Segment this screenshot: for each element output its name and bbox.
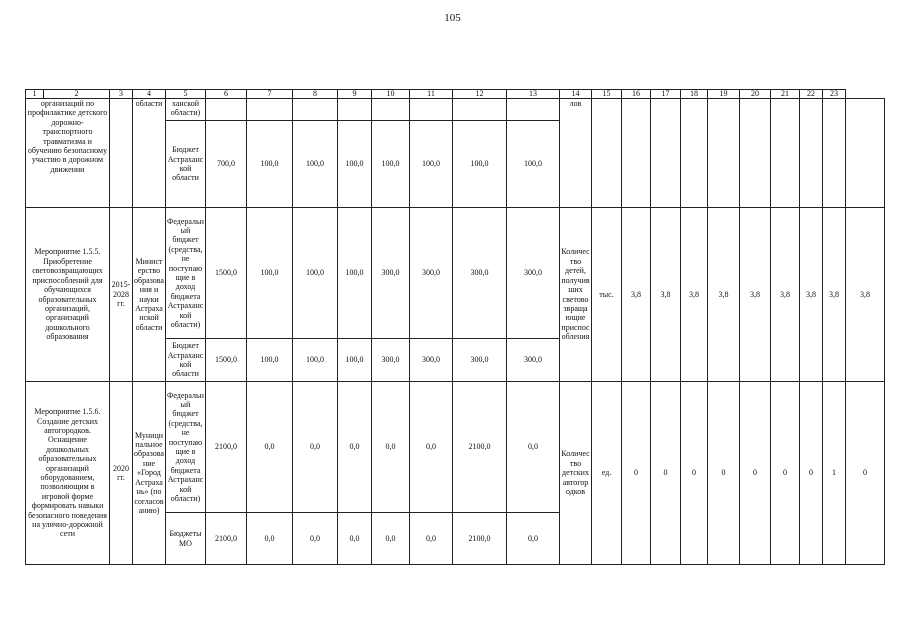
header-cell: 18 (681, 90, 708, 99)
value-cell: 2100,0 (453, 513, 507, 565)
target-cell: 3,8 (681, 208, 708, 382)
unit-cell: ед. (592, 382, 622, 565)
table-row (26, 99, 885, 121)
target-cell (651, 99, 681, 208)
target-cell: 0 (800, 382, 823, 565)
target-cell: 3,8 (740, 208, 771, 382)
target-cell (846, 99, 885, 208)
period-cell (110, 99, 133, 208)
target-cell (771, 99, 800, 208)
target-cell (708, 99, 740, 208)
target-cell: 0 (681, 382, 708, 565)
header-cell: 17 (651, 90, 681, 99)
header-cell: 1 (26, 90, 44, 99)
target-cell: 3,8 (771, 208, 800, 382)
value-cell: 0,0 (338, 382, 372, 513)
value-cell: 300,0 (372, 208, 410, 339)
program-table (25, 89, 885, 565)
value-cell: 300,0 (453, 339, 507, 382)
value-cell: 1500,0 (206, 339, 247, 382)
header-cell: 2 (44, 90, 110, 99)
value-cell: 0,0 (247, 513, 293, 565)
value-cell: 100,0 (247, 121, 293, 208)
target-cell: 3,8 (823, 208, 846, 382)
target-cell: 0 (771, 382, 800, 565)
target-cell: 3,8 (622, 208, 651, 382)
value-cell: 0,0 (338, 513, 372, 565)
value-cell: 100,0 (338, 339, 372, 382)
target-cell (622, 99, 651, 208)
header-cell: 10 (372, 90, 410, 99)
value-cell: 0,0 (372, 382, 410, 513)
value-cell: 100,0 (247, 208, 293, 339)
executor-cell: Муниципальное образование «Город Астрахань» (по согласованию) (133, 382, 166, 565)
header-cell: 12 (453, 90, 507, 99)
header-cell: 14 (560, 90, 592, 99)
value-cell: 100,0 (247, 339, 293, 382)
header-cell: 6 (206, 90, 247, 99)
header-row (26, 90, 885, 99)
target-cell: 3,8 (846, 208, 885, 382)
value-cell: 0,0 (410, 382, 453, 513)
target-cell: 0 (708, 382, 740, 565)
activity-cell: организаций по профилактике детского дорожно-транспортного травматизма и обучению безопасному участию в дорожном движении (26, 99, 110, 208)
target-cell: 0 (846, 382, 885, 565)
source-cell: Бюджет Астраханской области (166, 121, 206, 208)
header-cell: 8 (293, 90, 338, 99)
header-cell: 3 (110, 90, 133, 99)
value-cell: 100,0 (293, 208, 338, 339)
activity-cell: Мероприятие 1.5.5. Приобретение световозвращающих приспособлений для обучающихся образовательных организаций, организаций дошкольного образования (26, 208, 110, 382)
page-number: 105 (444, 12, 461, 24)
value-cell: 300,0 (410, 339, 453, 382)
target-cell: 3,8 (651, 208, 681, 382)
value-cell: 0,0 (507, 513, 560, 565)
target-cell (740, 99, 771, 208)
value-cell (293, 99, 338, 121)
indicator-cell: Количество детей, получивших световозвращающие приспособления (560, 208, 592, 382)
target-cell: 0 (651, 382, 681, 565)
header-cell: 9 (338, 90, 372, 99)
value-cell: 100,0 (507, 121, 560, 208)
value-cell: 2100,0 (206, 513, 247, 565)
header-cell: 23 (823, 90, 846, 99)
value-cell: 100,0 (338, 208, 372, 339)
target-cell: 1 (823, 382, 846, 565)
indicator-cell: лов (560, 99, 592, 208)
value-cell: 100,0 (372, 121, 410, 208)
indicator-cell: Количество детских автогородков (560, 382, 592, 565)
value-cell (410, 99, 453, 121)
header-cell: 22 (800, 90, 823, 99)
value-cell: 0,0 (247, 382, 293, 513)
header-cell: 13 (507, 90, 560, 99)
value-cell: 100,0 (293, 121, 338, 208)
value-cell: 100,0 (338, 121, 372, 208)
unit-cell (592, 99, 622, 208)
header-cell: 21 (771, 90, 800, 99)
value-cell: 2100,0 (453, 382, 507, 513)
target-cell (823, 99, 846, 208)
source-cell: ханской области) (166, 99, 206, 121)
value-cell: 0,0 (372, 513, 410, 565)
header-cell: 7 (247, 90, 293, 99)
target-cell (681, 99, 708, 208)
value-cell: 100,0 (410, 121, 453, 208)
value-cell: 300,0 (410, 208, 453, 339)
period-cell: 2015-2028 гг. (110, 208, 133, 382)
table-row (26, 208, 885, 339)
header-cell: 4 (133, 90, 166, 99)
value-cell (206, 99, 247, 121)
value-cell: 100,0 (453, 121, 507, 208)
value-cell: 0,0 (410, 513, 453, 565)
period-cell: 2020 гг. (110, 382, 133, 565)
value-cell: 1500,0 (206, 208, 247, 339)
target-cell: 0 (740, 382, 771, 565)
value-cell: 300,0 (372, 339, 410, 382)
executor-cell: Министерство образования и науки Астраханской области (133, 208, 166, 382)
value-cell: 300,0 (507, 208, 560, 339)
value-cell: 2100,0 (206, 382, 247, 513)
header-cell: 11 (410, 90, 453, 99)
header-cell: 15 (592, 90, 622, 99)
activity-cell: Мероприятие 1.5.6. Создание детских автогородков. Оснащение дошкольных образовательных организаций оборудованием, позволяющим в игровой форме формировать навыки безопасного поведения на улично-дорожной сети (26, 382, 110, 565)
value-cell (453, 99, 507, 121)
source-cell: Федеральный бюджет (средства, не поступающие в доход бюджета Астраханской области) (166, 382, 206, 513)
source-cell: Федеральный бюджет (средства, не поступающие в доход бюджета Астраханской области) (166, 208, 206, 339)
table-row (26, 382, 885, 513)
header-cell: 16 (622, 90, 651, 99)
value-cell: 100,0 (293, 339, 338, 382)
header-cell: 19 (708, 90, 740, 99)
target-cell: 3,8 (708, 208, 740, 382)
value-cell: 300,0 (453, 208, 507, 339)
value-cell: 0,0 (507, 382, 560, 513)
header-cell: 20 (740, 90, 771, 99)
source-cell: Бюджеты МО (166, 513, 206, 565)
source-cell: Бюджет Астраханской области (166, 339, 206, 382)
value-cell (338, 99, 372, 121)
target-cell (800, 99, 823, 208)
value-cell: 700,0 (206, 121, 247, 208)
header-cell: 5 (166, 90, 206, 99)
value-cell (372, 99, 410, 121)
executor-cell: области (133, 99, 166, 208)
unit-cell: тыс. (592, 208, 622, 382)
value-cell: 0,0 (293, 382, 338, 513)
value-cell (507, 99, 560, 121)
target-cell: 0 (622, 382, 651, 565)
value-cell (247, 99, 293, 121)
value-cell: 300,0 (507, 339, 560, 382)
target-cell: 3,8 (800, 208, 823, 382)
value-cell: 0,0 (293, 513, 338, 565)
